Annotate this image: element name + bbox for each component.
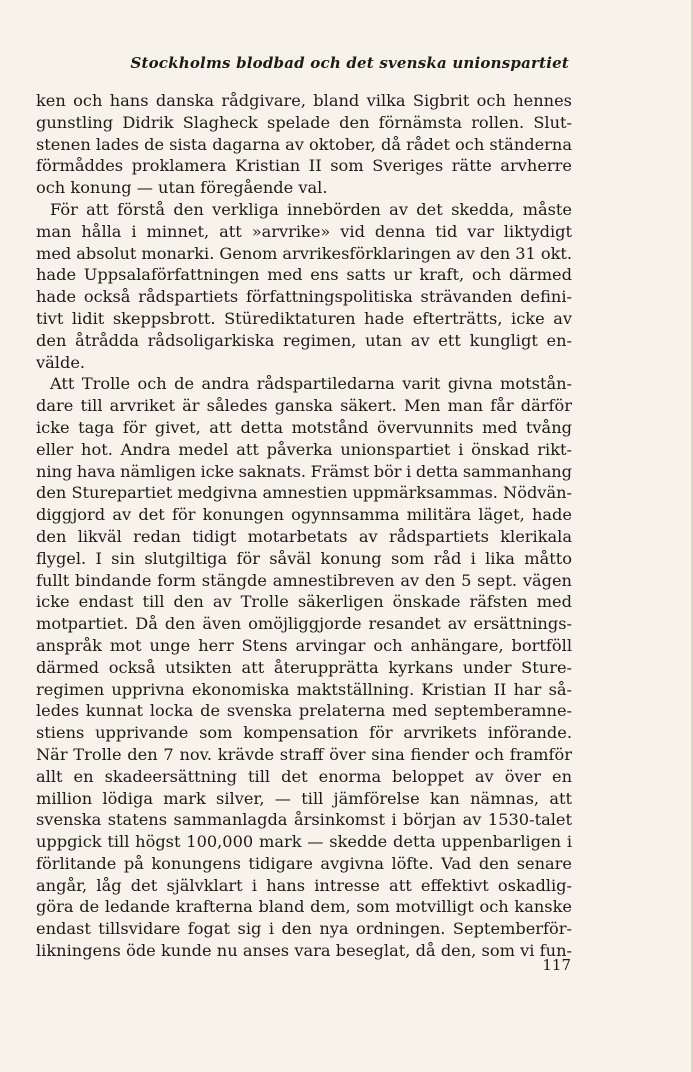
- text-line: tivt lidit skeppsbrott. Stürediktaturen hade efterträtts, icke av: [36, 308, 572, 328]
- text-line: med absolut monarki. Genom arvrikesförklaringen av den 31 okt.: [36, 243, 572, 263]
- text-line: icke taga för givet, att detta motstånd övervunnits med tvång: [36, 417, 572, 437]
- text-line: förlitande på konungens tidigare avgivna löfte. Vad den senare: [36, 853, 572, 873]
- text-line: anspråk mot unge herr Stens arvingar och anhängare, bortföll: [36, 635, 572, 655]
- text-line: ledes kunnat locka de svenska prelaterna med septemberamne-: [36, 701, 572, 721]
- text-line: därmed också utsikten att återupprätta kyrkans under Sture-: [36, 657, 572, 677]
- text-line: man hålla i minnet, att »arvrike» vid denna tid var liktydigt: [36, 221, 572, 241]
- text-line: den likväl redan tidigt motarbetats av rådspartiets klerikala: [36, 526, 572, 546]
- text-line: stenen lades de sista dagarna av oktober, då rådet och ständerna: [36, 134, 572, 154]
- text-line: fullt bindande form stängde amnestibreven av den 5 sept. vägen: [36, 570, 572, 590]
- text-line: den åtrådda rådsoligarkiska regimen, utan av ett kungligt en-: [36, 330, 572, 350]
- text-line: dare till arvriket är således ganska säkert. Men man får därför: [36, 396, 572, 416]
- text-line: allt en skadeersättning till det enorma beloppet av över en: [36, 766, 572, 786]
- text-line: uppgick till högst 100,000 mark — skedde detta uppenbarligen i: [36, 832, 572, 852]
- text-line: angår, låg det självklart i hans intresse att effektivt oskadlig-: [36, 875, 572, 895]
- text-line: hade också rådspartiets författningspolitiska strävanden defini-: [36, 287, 572, 307]
- text-line: icke endast till den av Trolle säkerligen önskade räfsten med: [36, 592, 572, 612]
- text-line: million lödiga mark silver, — till jämförelse kan nämnas, att: [36, 788, 572, 808]
- text-line: motpartiet. Då den även omöjliggjorde resandet av ersättnings-: [36, 614, 572, 634]
- body-text: [36, 90, 572, 962]
- text-line: eller hot. Andra medel att påverka unionspartiet i önskad rikt-: [36, 439, 572, 459]
- text-line: ning hava nämligen icke saknats. Främst bör i detta sammanhang: [36, 461, 572, 481]
- text-line: hade Uppsalaförfattningen med ens satts ur kraft, och därmed: [36, 265, 572, 285]
- text-line: gunstling Didrik Slagheck spelade den förnämsta rollen. Slut-: [36, 112, 572, 132]
- page-number: 117: [542, 956, 571, 974]
- text-line: För att förstå den verkliga innebörden av det skedda, måste: [50, 199, 572, 219]
- text-line: göra de ledande krafterna bland dem, som motvilligt och kanske: [36, 897, 572, 917]
- text-line: svenska statens sammanlagda årsinkomst i början av 1530-talet: [36, 810, 572, 830]
- text-line: Att Trolle och de andra rådspartiledarna varit givna motstån-: [50, 374, 572, 394]
- text-line: När Trolle den 7 nov. krävde straff över sina fiender och framför: [36, 744, 572, 764]
- text-line: den Sturepartiet medgivna amnestien uppmärksammas. Nödvän-: [36, 483, 572, 503]
- text-line: diggjord av det för konungen ogynnsamma militära läget, hade: [36, 505, 572, 525]
- text-line: stiens upprivande som kompensation för arvrikets införande.: [36, 723, 572, 743]
- text-line: välde.: [36, 352, 86, 372]
- text-line: likningens öde kunde nu anses vara beseglat, då den, som vi fun-: [36, 941, 572, 961]
- text-line: och konung — utan föregående val.: [36, 178, 328, 198]
- text-line: ken och hans danska rådgivare, bland vilka Sigbrit och hennes: [36, 91, 572, 110]
- text-line: flygel. I sin slutgiltiga för såväl konung som råd i lika måtto: [36, 548, 572, 568]
- text-line: förmåddes proklamera Kristian II som Sveriges rätte arvherre: [36, 156, 572, 176]
- running-title: Stockholms blodbad och det svenska unionspartiet: [130, 54, 569, 72]
- text-line: endast tillsvidare fogat sig i den nya ordningen. Septemberför-: [36, 919, 572, 939]
- text-line: regimen upprivna ekonomiska maktställning. Kristian II har så-: [36, 679, 572, 699]
